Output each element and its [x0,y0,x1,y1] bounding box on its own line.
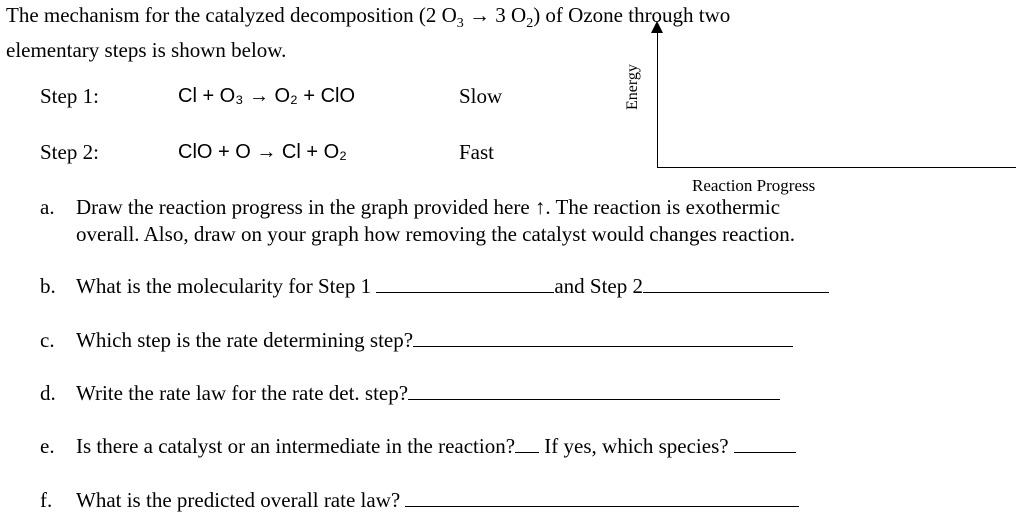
answer-blank-b1[interactable] [376,274,554,293]
question-f-text [76,488,799,513]
question-d-letter: d. [40,381,56,405]
intro-line-1: The mechanism for the catalyzed decomposition (2 $O_3 \to 3$ $O_2$) of Ozone through two [6,3,731,32]
question-a-line-2: overall. Also, draw on your graph how removing the catalyst would changes reaction. [76,222,796,246]
answer-blank-b2[interactable] [643,274,829,293]
question-d-text [76,381,780,406]
step-2-reaction: ClO + O → Cl + O₂ [178,141,347,163]
energy-axis-label: Energy [624,64,641,110]
answer-blank-d[interactable] [408,381,780,400]
question-b-part-1: What is the molecularity for Step 1 [76,274,372,298]
question-c-letter: c. [40,328,55,352]
step-2-rate: Fast [459,140,495,164]
answer-blank-e1[interactable] [515,434,539,453]
energy-axis [657,28,658,167]
reaction-progress-axis [657,167,1016,168]
step-1-label: Step 1: [40,84,99,108]
question-b-letter: b. [40,274,56,298]
step-1-reaction: Cl + O₃ → O₂ + ClO [178,85,356,107]
question-c-text [76,328,793,353]
question-c-prompt: Which step is the rate determining step? [76,328,414,352]
question-f-prompt: What is the predicted overall rate law? [76,488,401,512]
step-1-rate: Slow [459,84,503,108]
question-e-letter: e. [40,434,55,458]
question-a-letter: a. [40,195,55,219]
answer-blank-f[interactable] [405,488,799,507]
question-b-part-2: and Step 2 [554,274,643,298]
intro-text [6,2,730,64]
answer-blank-e2[interactable] [734,434,796,453]
intro-line-2: elementary steps is shown below. [6,38,287,63]
answer-blank-c[interactable] [413,328,793,347]
question-e-text [76,434,796,459]
reaction-progress-label: Reaction Progress [692,176,816,195]
question-a-line-1: Draw the reaction progress in the graph provided here ↑. The reaction is exothermic [76,195,781,219]
step-2-label: Step 2: [40,140,99,164]
question-f-letter: f. [40,488,53,512]
question-d-prompt: Write the rate law for the rate det. step? [76,381,409,405]
question-e-part-2: If yes, which species? [544,434,729,458]
question-b-text [76,274,829,299]
question-e-part-1: Is there a catalyst or an intermediate in the reaction? [76,434,516,458]
